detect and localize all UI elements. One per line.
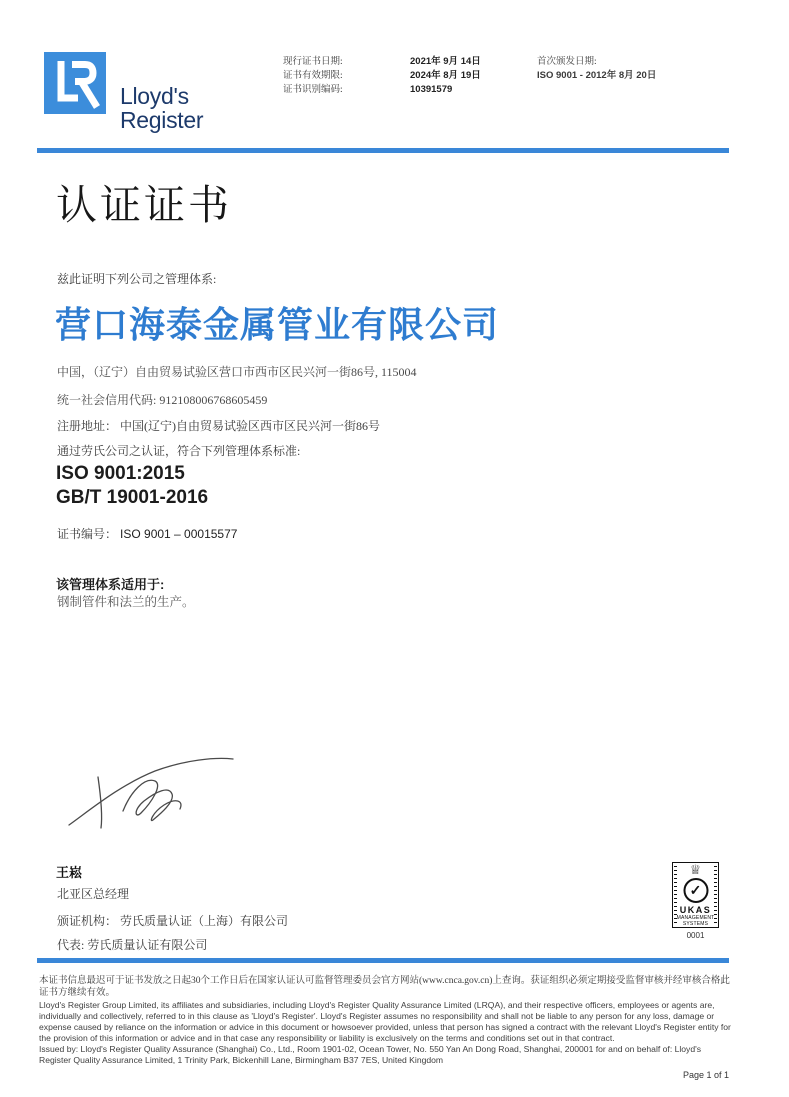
footer-cn-notice: 本证书信息最迟可于证书发放之日起30个工作日后在国家认证认可监督管理委员会官方网站(www.cnca.gov.cn)上查询。获证组织必须定期接受监督审核并经审核合格此证书方继续有效。 (39, 976, 730, 998)
company-name: 营口海泰金属管业有限公司 (55, 305, 500, 345)
first-issue-value: ISO 9001 - 2012年 8月 20日 (537, 70, 657, 81)
signatory-title: 北亚区总经理 (57, 887, 130, 901)
cert-id-value: 10391579 (410, 84, 453, 95)
registered-address-label: 注册地址： (57, 419, 118, 433)
scope-text: 钢制管件和法兰的生产。 (57, 595, 195, 609)
ukas-accreditation-mark (672, 862, 719, 928)
cert-expiry-value: 2024年 8月 19日 (410, 70, 481, 81)
company-address: 中国，（辽宁）自由贸易试验区营口市西市区民兴河一街86号, 115004 (57, 365, 417, 379)
ukas-number: 0001 (686, 931, 705, 940)
certificate-number-value: ISO 9001 – 00015577 (120, 527, 238, 541)
certificate-meta-labels (283, 55, 343, 97)
page-number: Page 1 of 1 (682, 1070, 729, 1080)
lr-wordmark-line1: Lloyd's (120, 83, 189, 109)
current-cert-date-label: 现行证书日期: (283, 57, 343, 67)
ukas-check-icon: ✓ (683, 878, 708, 903)
footer-en-disclaimer: Lloyd's Register Group Limited, its affiliates and subsidiaries, including Lloyd's Register Quality Assurance Limited (LRQA), and their respective officers, employees or agents are, individually and collectively, referred to in this clause as 'Lloyd's Register'. Lloyd's Register assumes no responsibility and shall not be liable to any person for any loss, damage or expense caused by reliance on the information or advice in this document or howsoever provided, unless that person has signed a contract with the relevant Lloyd's Register entity for the provision of this information or advice and in that case any responsibility or liability is exclusively on the terms and conditions set out in that contract. (39, 1000, 731, 1043)
cert-expiry-label: 证书有效期限: (283, 71, 343, 81)
standard-gbt: GB/T 19001-2016 (56, 487, 209, 508)
issuer-value: 劳氏质量认证（上海）有限公司 (120, 914, 289, 928)
intro-statement: 兹此证明下列公司之管理体系: (57, 272, 217, 286)
registered-address-value: 中国(辽宁)自由贸易试验区西市区民兴河一街86号 (120, 419, 381, 433)
approval-statement: 通过劳氏公司之认证，符合下列管理体系标准: (57, 444, 301, 458)
page-title: 认证证书 (56, 182, 232, 228)
certificate-number-line (57, 525, 237, 542)
certificate-meta-values (410, 55, 481, 97)
current-cert-date-value: 2021年 9月 14日 (410, 56, 481, 67)
lr-logo-icon (44, 52, 106, 114)
signature-icon (65, 755, 250, 835)
issuer-line (57, 912, 288, 929)
first-issue-label: 首次颁发日期: (537, 57, 597, 67)
standard-iso: ISO 9001:2015 (56, 463, 185, 484)
header-divider (37, 148, 729, 153)
ukas-subtitle-line2: SYSTEMS (682, 921, 709, 927)
credit-code: 统一社会信用代码: 912108006768605459 (57, 393, 268, 407)
issuer-label: 颁证机构： (57, 914, 118, 928)
footer-issued-by: Issued by: Lloyd's Register Quality Assurance (Shanghai) Co., Ltd., Room 1901-02, Ocean Tower, No. 550 Yan An Dong Road, Shanghai, 200001 for and on behalf of: Lloyd's Register Quality Assurance Limited, 1 Trinity Park, Bickenhill Lane, Birmingham B37 7ES, United Kingdom (39, 1044, 702, 1065)
representative-label: 代表: (57, 938, 85, 952)
signatory-name: 王崧 (56, 865, 83, 880)
registered-address-line (57, 417, 380, 434)
cert-id-label: 证书识别编码: (283, 85, 343, 95)
signature-image (65, 755, 250, 840)
footer-divider (37, 958, 729, 963)
ukas-subtitle-line1: MANAGEMENT (676, 915, 715, 921)
representative-value: 劳氏质量认证有限公司 (87, 938, 208, 952)
standards-list (56, 462, 208, 510)
lr-wordmark-line2: Register (120, 107, 204, 134)
ukas-crown-icon: ♕ (689, 862, 702, 877)
first-issue-block (537, 55, 656, 83)
lr-wordmark (120, 84, 203, 132)
certificate-number-label: 证书编号： (57, 527, 118, 541)
representative-line (57, 936, 207, 953)
lr-monogram-icon (44, 52, 106, 114)
ukas-name: UKAS (679, 905, 712, 915)
scope-heading: 该管理体系适用于: (56, 577, 165, 592)
